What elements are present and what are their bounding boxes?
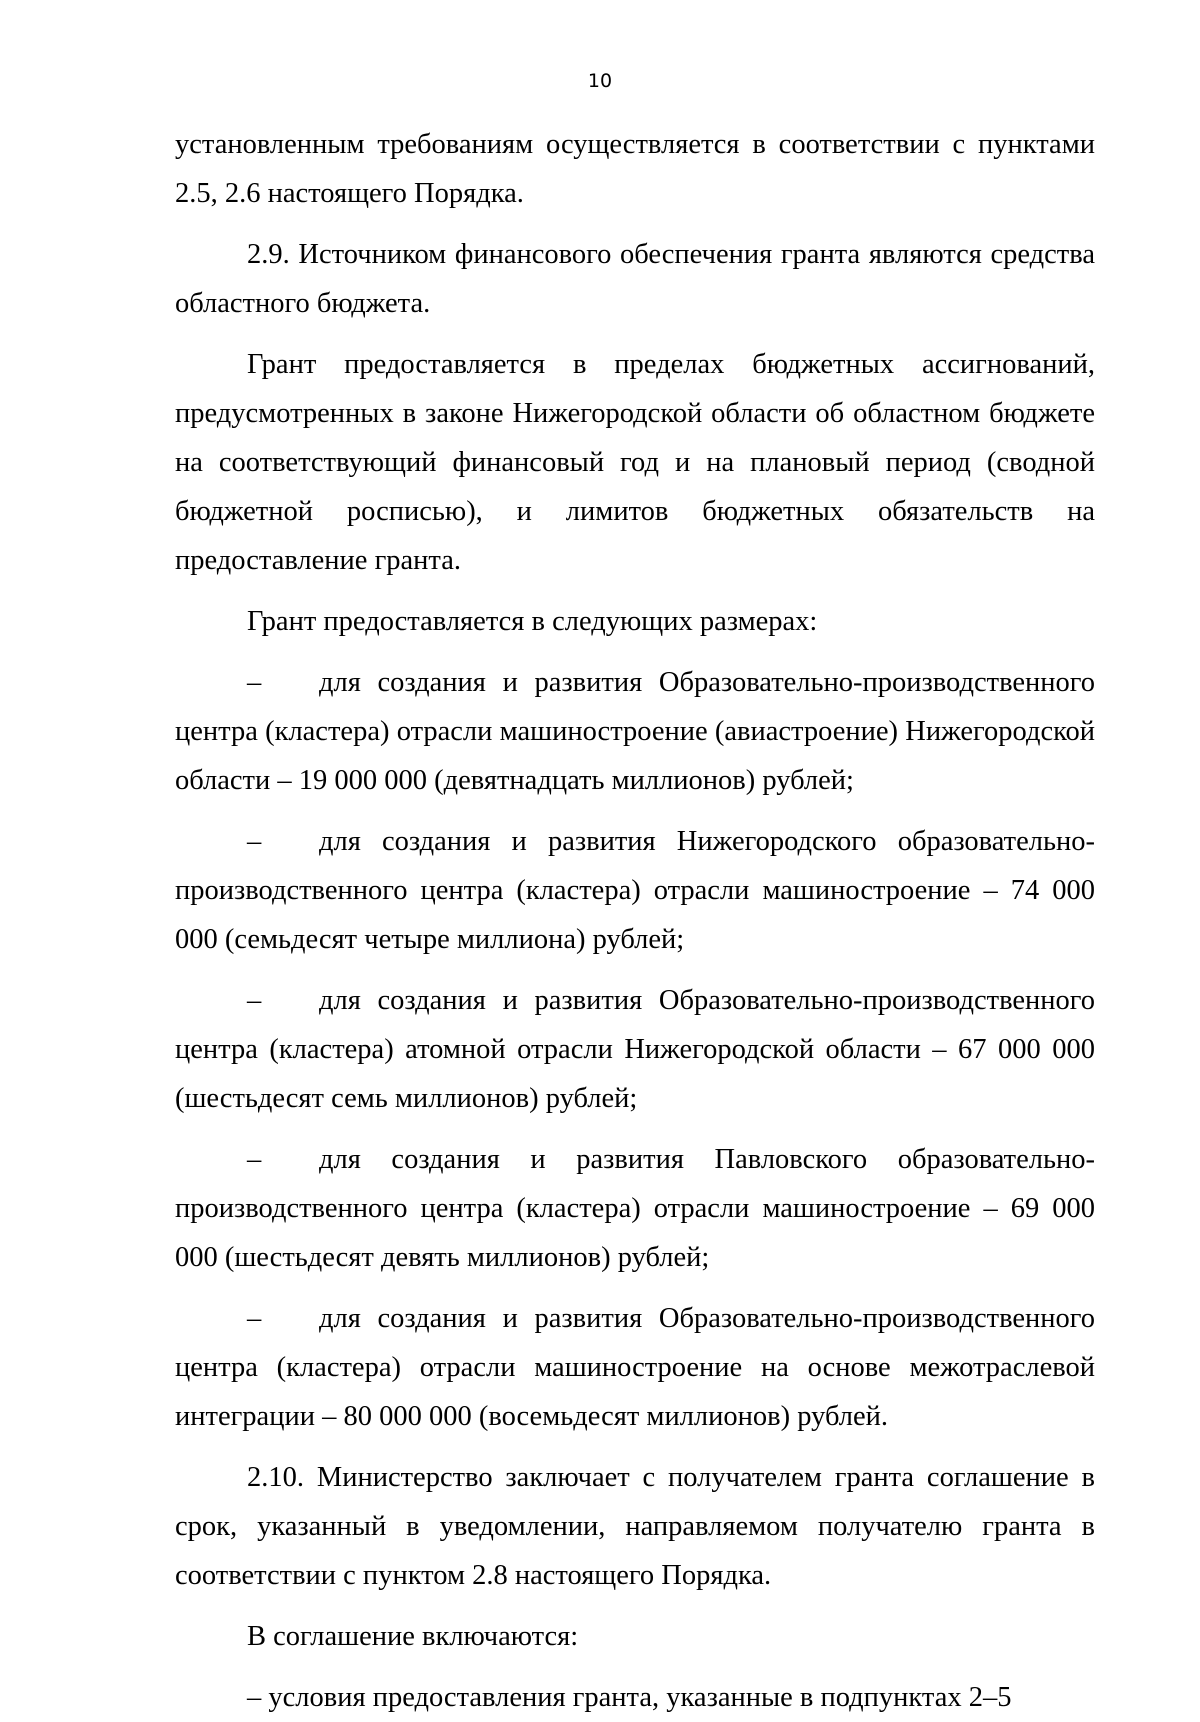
grant-item-text: для создания и развития Павловского образовательно-производственного центра (кластера) отрасли машиностроение – 69 000 000 (шестьдесят девять миллионов) рублей; — [175, 1144, 1095, 1273]
grant-item-text: для создания и развития Образовательно-производственного центра (кластера) отрасли машиностроение (авиастроение) Нижегородской области – 19 000 000 (девятнадцать миллионов) рублей; — [175, 667, 1095, 796]
dash-marker: – — [247, 667, 262, 698]
dash-marker: – — [247, 826, 262, 857]
grant-item — [175, 1294, 1095, 1441]
dash-marker: – — [247, 1303, 262, 1334]
grant-item-text: для создания и развития Образовательно-производственного центра (кластера) отрасли машиностроение на основе межотраслевой интеграции – 80 000 000 (восемьдесят миллионов) рублей. — [175, 1303, 1095, 1432]
paragraph-grant-limits: Грант предоставляется в пределах бюджетных ассигнований, предусмотренных в законе Нижегородской области об областном бюджете на соответствующий финансовый год и на плановый период (сводной бюджетной росписью), и лимитов бюджетных обязательств на предоставление гранта. — [175, 349, 1095, 576]
paragraph-2-9: 2.9. Источником финансового обеспечения гранта являются средства областного бюджета. — [175, 239, 1095, 319]
grant-item — [175, 817, 1095, 964]
dash-marker: – — [247, 1144, 262, 1175]
paragraph-agreement-includes: В соглашение включаются: — [247, 1621, 579, 1652]
paragraph-grant-sizes: Грант предоставляется в следующих размерах: — [247, 606, 818, 637]
paragraph-conditions: – условия предоставления гранта, указанные в подпунктах 2–5 — [247, 1682, 1012, 1713]
document-body — [175, 120, 1095, 1722]
page-number: 10 — [587, 70, 613, 92]
dash-marker: – — [247, 985, 262, 1016]
paragraph-2-10: 2.10. Министерство заключает с получателем гранта соглашение в срок, указанный в уведомлении, направляемом получателю гранта в соответствии с пунктом 2.8 настоящего Порядка. — [175, 1462, 1095, 1591]
grant-item-text: для создания и развития Образовательно-производственного центра (кластера) атомной отрасли Нижегородской области – 67 000 000 (шестьдесят семь миллионов) рублей; — [175, 985, 1095, 1114]
paragraph-continuation: установленным требованиям осуществляется в соответствии с пунктами 2.5, 2.6 настоящего Порядка. — [175, 129, 1095, 209]
grant-item — [175, 1135, 1095, 1282]
grant-item — [175, 658, 1095, 805]
grant-item-text: для создания и развития Нижегородского образовательно-производственного центра (кластера) отрасли машиностроение – 74 000 000 (семьдесят четыре миллиона) рублей; — [175, 826, 1095, 955]
grant-item — [175, 976, 1095, 1123]
